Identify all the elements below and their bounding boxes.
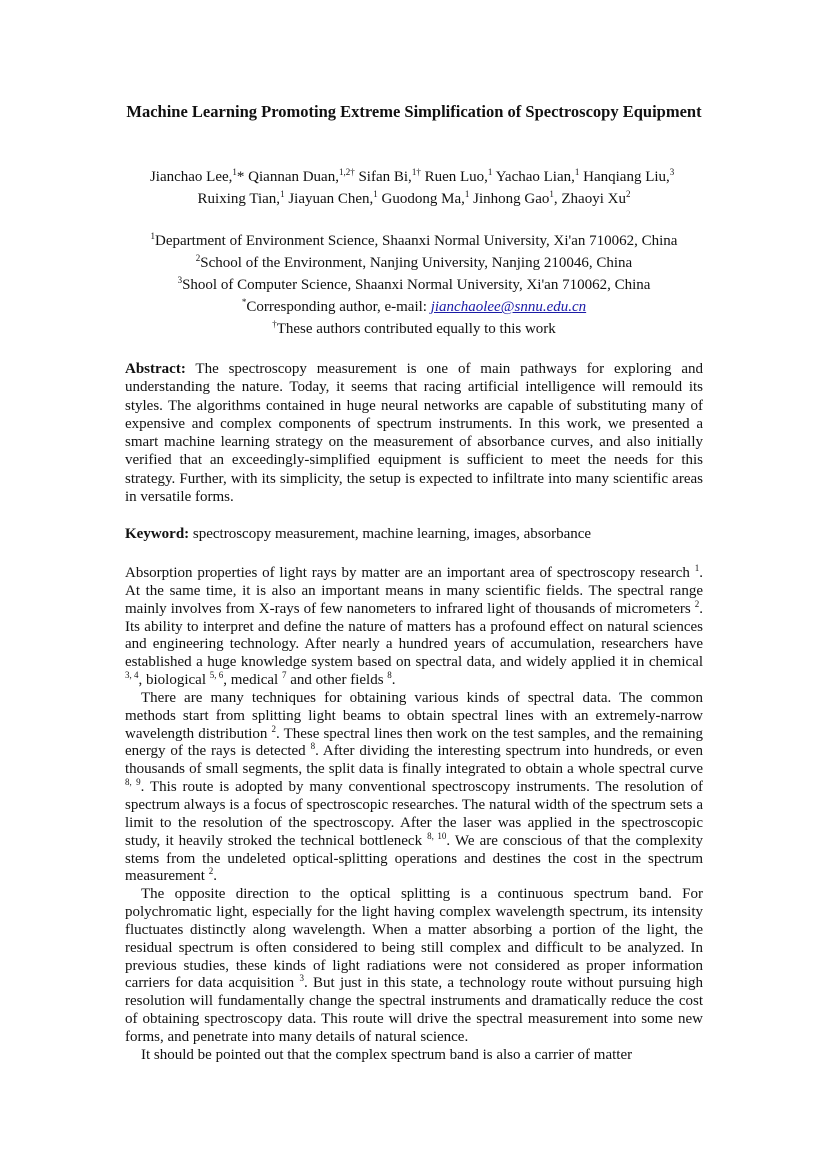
body-paragraph: There are many techniques for obtaining various kinds of spectral data. The common methods start from splitting light beams to obtain spectral lines with an extremely-narrow wavelength distribution $^2$. These spectral lines then work on the test samples, and the remaining energy of the rays is detected $^8$. After dividing the interesting spectrum into hundreds, or even thousands of small segments, the split data is finally integrated to obtain a whole spectral curve $^{8, 9}$. This route is adopted by many conventional spectroscopy instruments. The resolution of spectrum always is a focus of spectroscopic researches. The natural width of the spectrum sets a limit to the resolution of the spectroscopy. After the laser was applied in the spectroscopic study, it heavily stroked the technical bottleneck $^{8, 10}$. We are conscious of that the complexity stems from the undeleted optical-splitting operations and destines the cost in the spectrum measurement $^2$. bbox=[125, 689, 704, 885]
body-paragraph: It should be pointed out that the complex spectrum band is also a carrier of matter bbox=[141, 1046, 633, 1063]
author-affiliation-mark: 3 bbox=[669, 167, 675, 177]
paper-title: Machine Learning Promoting Extreme Simplification of Spectroscopy Equipment bbox=[126, 102, 702, 121]
author-affiliation-mark: 1† bbox=[411, 167, 421, 177]
author-affiliation-mark: 1 bbox=[280, 189, 285, 199]
author-affiliation-mark: 1 bbox=[487, 167, 493, 177]
citation-reference: 1 bbox=[694, 563, 700, 573]
author-name: Hanqiang Liu, bbox=[583, 169, 670, 185]
author-affiliation-mark: 2 bbox=[625, 189, 631, 199]
affiliation-2: $^2$School of the Environment, Nanjing University, Nanjing 210046, China bbox=[195, 253, 633, 271]
citation-reference: 8 bbox=[387, 670, 392, 681]
citation-reference: 3, 4 bbox=[125, 670, 139, 681]
affiliation-3: $^3$Shool of Computer Science, Shaanxi Normal University, Xi'an 710062, China bbox=[177, 275, 651, 293]
author-name: Jiayuan Chen, bbox=[288, 191, 374, 207]
equal-contribution-note: †These authors contributed equally to this work bbox=[272, 319, 556, 337]
body-paragraph: The opposite direction to the optical splitting is a continuous spectrum band. For polychromatic light, especially for the light having complex wavelength spectrum, its intensity fluctuates distinctly along wavelength. When a matter absorbing a portion of the light, the residual spectrum is often considered to being still complex and difficult to be analyzed. In previous studies, these kinds of light radiations were not considered as proper information carriers for data acquisition $^3$. But just in this state, a technology route without pursuing high resolution will fundamentally change the spectral instruments and dramatically reduce the cost of obtaining spectroscopy data. This route will drive the spectral measurement into some new forms, and penetrate into many details of natural science. bbox=[125, 886, 703, 1045]
author-name: Zhaoyi Xu bbox=[561, 191, 626, 207]
email-link[interactable]: jianchaolee@snnu.edu.cn bbox=[430, 299, 587, 315]
affiliations bbox=[100, 230, 728, 340]
citation-reference: 2 bbox=[694, 598, 700, 609]
abstract bbox=[125, 360, 703, 506]
corresponding-author: *Corresponding author, e-mail: jianchaolee@snnu.edu.cn bbox=[241, 297, 587, 315]
author-name: Qiannan Duan, bbox=[248, 169, 339, 185]
body-paragraph: Absorption properties of light rays by matter are an important area of spectroscopy research $^1$. At the same time, it is also an important means in many scientific fields. The spectral range mainly involves from X-rays of few nanometers to infrared light of thousands of micrometers $^2$. Its ability to interpret and define the nature of matters has a profound effect on natural sciences and engineering technology. After nearly a hundred years of accumulation, researchers have established a huge knowledge system based on spectral data, and widely applied it in chemical $^{3, 4}$, biological $^{5, 6}$, medical $^7$ and other fields $^8$. bbox=[125, 563, 703, 689]
abstract-label: Abstract: bbox=[125, 361, 186, 377]
citation-reference: 2 bbox=[208, 866, 214, 877]
keywords bbox=[125, 525, 703, 543]
keyword-text: spectroscopy measurement, machine learning, images, absorbance bbox=[189, 526, 592, 542]
author-name: Ruen Luo, bbox=[424, 169, 488, 185]
keyword-label: Keyword: bbox=[125, 526, 190, 542]
author-list: Jianchao Lee,$^1$* Qiannan Duan,$^{1,2\dagger}$ Sifan Bi,$^{1\dagger}$ Ruen Luo,$^1$ Yachao Lian,$^1$ Hanqiang Liu,$^3$ Ruixing Tian,$^1$ Jiayuan Chen,$^1$ Guodong Ma,$^1$ Jinhong Gao$^1$, Zhaoyi Xu$^2$ bbox=[149, 167, 675, 207]
citation-reference: 5, 6 bbox=[209, 670, 224, 681]
author-name: Yachao Lian, bbox=[495, 169, 575, 185]
body-text bbox=[125, 565, 703, 1065]
author-affiliation-mark: 1 bbox=[464, 189, 470, 199]
citation-reference: 7 bbox=[281, 670, 287, 681]
affiliation-1: $^1$Department of Environment Science, Shaanxi Normal University, Xi'an 710062, China bbox=[150, 231, 678, 249]
citation-reference: 3 bbox=[299, 973, 304, 984]
author-affiliation-mark: 1 bbox=[373, 189, 378, 199]
author-affiliation-mark: 1 bbox=[549, 189, 554, 199]
author-affiliation-mark: 1 bbox=[232, 167, 237, 177]
author-name: Guodong Ma, bbox=[381, 191, 465, 207]
author-affiliation-mark: 1,2† bbox=[338, 167, 355, 177]
author-name: Jianchao Lee, bbox=[149, 169, 233, 185]
citation-reference: 2 bbox=[271, 723, 276, 734]
author-name: Ruixing Tian, bbox=[197, 191, 281, 207]
author-name: Jinhong Gao bbox=[473, 191, 550, 207]
author-name: Sifan Bi, bbox=[358, 169, 412, 185]
citation-reference: 8 bbox=[310, 741, 316, 752]
citation-reference: 8, 10 bbox=[427, 830, 447, 841]
citation-reference: 8, 9 bbox=[125, 777, 141, 788]
abstract-text: The spectroscopy measurement is one of main pathways for exploring and understanding the nature. Today, it seems that racing artificial intelligence will remould its styles. The algorithms contained in huge neural networks are capable of substituting many of expensive and complex components of spectrum instruments. In this work, we presented a smart machine learning strategy on the measurement of absorbance curves, and also initially verified that an exceedingly-simplified equipment is sufficient to meet the needs for this strategy. Further, with its simplicity, the setup is expected to infiltrate into many scientific areas in versatile forms. bbox=[125, 361, 703, 506]
author-affiliation-mark: 1 bbox=[574, 167, 580, 177]
